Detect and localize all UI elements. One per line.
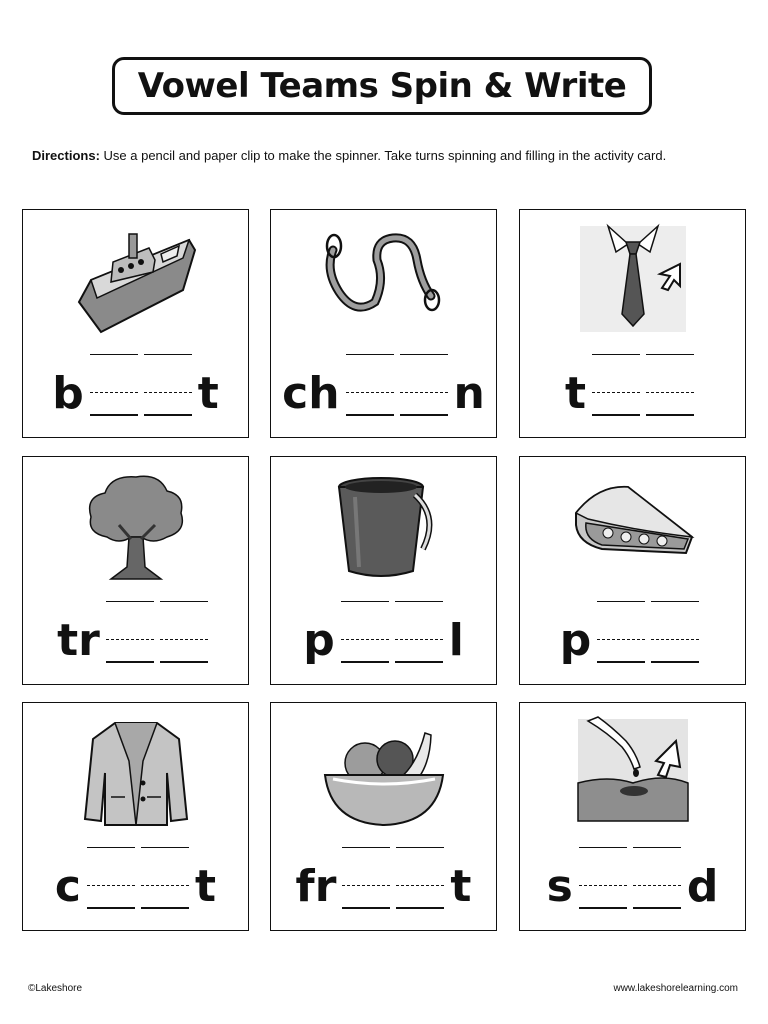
start-letters: s (546, 861, 573, 912)
directions (32, 148, 752, 163)
card-8 (270, 702, 497, 931)
write-blank[interactable] (651, 601, 699, 663)
write-blank[interactable] (90, 354, 138, 416)
pie-icon (568, 467, 698, 582)
end-letters: t (197, 368, 219, 419)
card-6 (519, 456, 746, 685)
end-letters: n (453, 368, 485, 419)
page-title: Vowel Teams Spin & Write (137, 66, 627, 106)
card-3 (519, 209, 746, 438)
word-row (520, 338, 745, 438)
start-letters: tr (57, 615, 100, 666)
write-blank[interactable] (646, 354, 694, 416)
footer-website[interactable]: www.lakeshorelearning.com (613, 983, 738, 994)
pail-icon (319, 467, 449, 582)
card-4 (22, 456, 249, 685)
write-blank[interactable] (592, 354, 640, 416)
word-row (520, 585, 745, 685)
write-blank[interactable] (341, 601, 389, 663)
write-blank[interactable] (106, 601, 154, 663)
write-blank[interactable] (579, 847, 627, 909)
write-blank[interactable] (346, 354, 394, 416)
tree-icon (71, 467, 201, 582)
word-row (23, 338, 248, 438)
card-2 (270, 209, 497, 438)
word-row (271, 831, 496, 931)
word-row (23, 585, 248, 685)
start-letters: c (54, 861, 82, 912)
start-letters: t (564, 368, 587, 419)
card-9 (519, 702, 746, 931)
start-letters: p (303, 615, 335, 666)
start-letters: b (52, 368, 84, 419)
fruit-icon (319, 713, 449, 828)
chain-icon (319, 220, 449, 335)
start-letters: fr (295, 861, 337, 912)
word-row (271, 585, 496, 685)
boat-icon (71, 220, 201, 335)
word-row (520, 831, 745, 931)
write-blank[interactable] (141, 847, 189, 909)
card-7 (22, 702, 249, 931)
tie-icon (568, 220, 698, 335)
start-letters: p (559, 615, 592, 666)
start-letters: ch (282, 368, 340, 419)
card-1 (22, 209, 249, 438)
write-blank[interactable] (342, 847, 390, 909)
word-row (271, 338, 496, 438)
write-blank[interactable] (160, 601, 208, 663)
end-letters: t (450, 861, 472, 912)
footer-copyright: ©Lakeshore (28, 983, 83, 994)
title-box (112, 57, 652, 115)
write-blank[interactable] (633, 847, 681, 909)
seed-icon (568, 713, 698, 828)
card-5 (270, 456, 497, 685)
write-blank[interactable] (144, 354, 192, 416)
directions-label: Directions: (32, 148, 100, 163)
activity-grid (22, 209, 746, 933)
coat-icon (71, 713, 201, 828)
end-letters: d (686, 861, 719, 912)
write-blank[interactable] (400, 354, 448, 416)
end-letters: t (195, 861, 217, 912)
write-blank[interactable] (597, 601, 645, 663)
word-row (23, 831, 248, 931)
directions-text: Use a pencil and paper clip to make the spinner. Take turns spinning and filling in the activity card. (99, 148, 667, 163)
write-blank[interactable] (395, 601, 443, 663)
end-letters: l (448, 615, 464, 666)
write-blank[interactable] (87, 847, 135, 909)
write-blank[interactable] (396, 847, 444, 909)
